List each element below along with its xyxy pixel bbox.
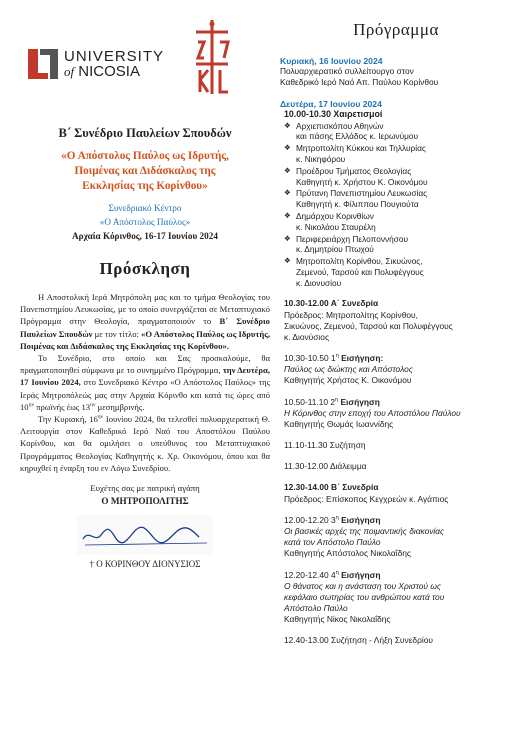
talk-1: 10.30-10.50 $1^\eta$ Εισήγηση: Παύλος ως διώκτης και Απόστολος Καθηγητής Χρήστος Κ. Οικονόμου — [284, 353, 413, 386]
invitation-body — [20, 291, 270, 474]
paragraph-3: Την Κυριακή, $16^{\eta\nu}$ Ιουνίου 2024, θα τελεσθεί πολυαρχιερατική Θ. Λειτουργία στον Καθεδρικό Ιερό Ναό του Αποστόλου Παύλου Κορίνθου, και θα ομιλήσει ο υπεύθυνος του Μεταπτυχιακού Προγράμματος Θεολογίας Καθηγητής κ. Χρ. Οικονόμου, όπου και θα κηρυχθεί η έναρξη του εν Λόγω Συνεδρίου. — [20, 414, 270, 473]
session-1: 10.30-12.00 Α΄ Συνεδρία Πρόεδρος: Μητροπολίτης Κορίνθου, Σικυώνος, Ζεμενού, Ταρσού και Πολυφέγγους κ. Διονύσιος — [284, 298, 453, 342]
greeting-item: ❖ Μητροπολίτη Κορίνθου, Σικυώνος, Ζεμενού, Ταρσού και Πολυφέγγους κ. Διονυσίου — [284, 256, 512, 288]
greeting-item: ❖ Αρχιεπισκόπου Αθηνών και πάσης Ελλάδος κ. Ιερωνύμου — [284, 121, 512, 143]
day-sunday: Κυριακή, 16 Ιουνίου 2024 Πολυαρχιερατικό συλλείτουργο στον Καθεδρικό Ιερό Ναό Απ. Παύλου Κορίνθου — [280, 56, 512, 89]
talk-2: 10.50-11.10 $2^\eta$ Εισήγηση Η Κόρινθος στην εποχή του Αποστόλου Παύλου Καθηγητής Θωμάς Ιωαννίδης — [284, 396, 461, 429]
day-heading: Κυριακή, 16 Ιουνίου 2024 — [280, 56, 383, 66]
invitation-column — [20, 18, 270, 569]
greeting-item: ❖ Πρύτανη Πανεπιστημίου Λευκωσίας Καθηγητή κ. Φίλιππου Πουγιούτα — [284, 188, 512, 210]
closing-discussion: 12.40-13.00 Συζήτηση - Λήξη Συνεδρίου — [284, 635, 433, 646]
day-monday — [280, 99, 512, 647]
paragraph-2: Το Συνέδριο, στο οποίο και Σας προσκαλούμε, θα πραγματοποιηθεί σύμφωνα με το συνημμένο Πρόγραμμα, την Δευτέρα, 17 Ιουνίου 2024, στο Συνεδριακό Κέντρο «Ο Απόστολος Παύλος» της Ιεράς Μητροπόλεώς μας στην Αρχαία Κόρινθο και κατά τις ώρες από $10^{\eta\nu}$ πρωϊνής έως $13^{\eta\nu}$ μεσημβρινής. — [20, 353, 271, 412]
greeting-item: ❖ Προέδρου Τμήματος Θεολογίας Καθηγητή κ. Χρήστου Κ. Οικονόμου — [284, 166, 512, 188]
university-logo — [28, 43, 164, 85]
closing-text: Ευχέτης σας με πατρική αγάπη — [90, 483, 200, 494]
conference-title: Β΄ Συνέδριο Παυλείων Σπουδών — [58, 126, 232, 140]
metropolis-monogram-icon — [190, 18, 234, 96]
greeting-item: ❖ Μητροπολίτη Κύκκου και Τηλλυρίας κ. Νικηφόρου — [284, 143, 512, 165]
venue-date: Αρχαία Κόρινθος, 16-17 Ιουνίου 2024 — [72, 231, 218, 242]
greeting-item: ❖ Περιφερειάρχη Πελοποννήσου κ. Δημητρίου Πτωχού — [284, 234, 512, 256]
program-column — [280, 20, 512, 647]
handwritten-signature-icon — [75, 513, 215, 557]
day-heading: Δευτέρα, 17 Ιουνίου 2024 — [280, 98, 382, 109]
signer-name: † Ο ΚΟΡΙΝΘΟΥ ΔΙΟΝΥΣΙΟΣ — [89, 559, 201, 570]
university-name-line2: of NICOSIA — [64, 63, 140, 80]
closing-block — [20, 482, 270, 509]
welcome-heading: 10.00-10.30 Χαιρετισμοί — [284, 108, 383, 119]
program-title: Πρόγραμμα — [353, 20, 439, 39]
greetings-list — [284, 121, 512, 289]
greeting-item: ❖ Δημάρχου Κορινθίων κ. Νικολάου Σταυρέλη — [284, 211, 512, 233]
invitation-title: Πρόσκληση — [99, 259, 191, 279]
discussion-1: 11.10-11.30 Συζήτηση — [284, 440, 366, 451]
signer-role: Ο ΜΗΤΡΟΠΟΛΙΤΗΣ — [101, 496, 189, 507]
talk-4: 12.20-12.40 $4^\eta$ Εισήγηση Ο θάνατος και η ανάσταση του Χριστού ως κεφάλαιο σωτηρίας του ανθρώπου κατά του Απόστολο Παύλο Καθηγητής Νίκος Νικολαΐδης — [284, 569, 445, 625]
venue: Συνεδριακό Κέντρο «Ο Απόστολος Παύλος» — [99, 203, 191, 227]
logos-row — [20, 18, 270, 108]
talk-3: 12.00-12.20 $3^\eta$ Εισήγηση Οι βασικές αρχές της ποιμαντικής διακονίας κατά τον Απόστολο Παύλο Καθηγητής Απόστολος Νικολαΐδης — [284, 514, 445, 559]
university-name-line1: UNIVERSITY — [64, 48, 165, 65]
paragraph-1: Η Αποστολική Ιερά Μητρόπολη μας και το τμήμα Θεολογίας του Πανεπιστημίου Λευκωσίας, με το οποίο συνεργάζεται σε Μεταπτυχιακό Πρόγραμμα στην Θεολογία, πραγματοποιούν το Β΄ Συνέδριο Παυλείων Σπουδών με τον τίτλο: «Ο Απόστολος Παύλος ως Ιδρυτής, Ποιμένας και Διδάσκαλος της Εκκλησίας της Κορίνθου». — [20, 292, 270, 351]
break: 11.30-12.00 Διάλειμμα — [284, 461, 367, 472]
conference-theme: «Ο Απόστολος Παύλος ως Ιδρυτής, Ποιμένας και Διδάσκαλος της Εκκλησίας της Κορίνθου» — [61, 150, 229, 193]
session-2: 12.30-14.00 Β΄ Συνεδρία Πρόεδρος: Επίσκοπος Κεγχρεών κ. Αγάπιος — [284, 482, 449, 504]
university-of-nicosia-logo-icon — [28, 43, 58, 85]
